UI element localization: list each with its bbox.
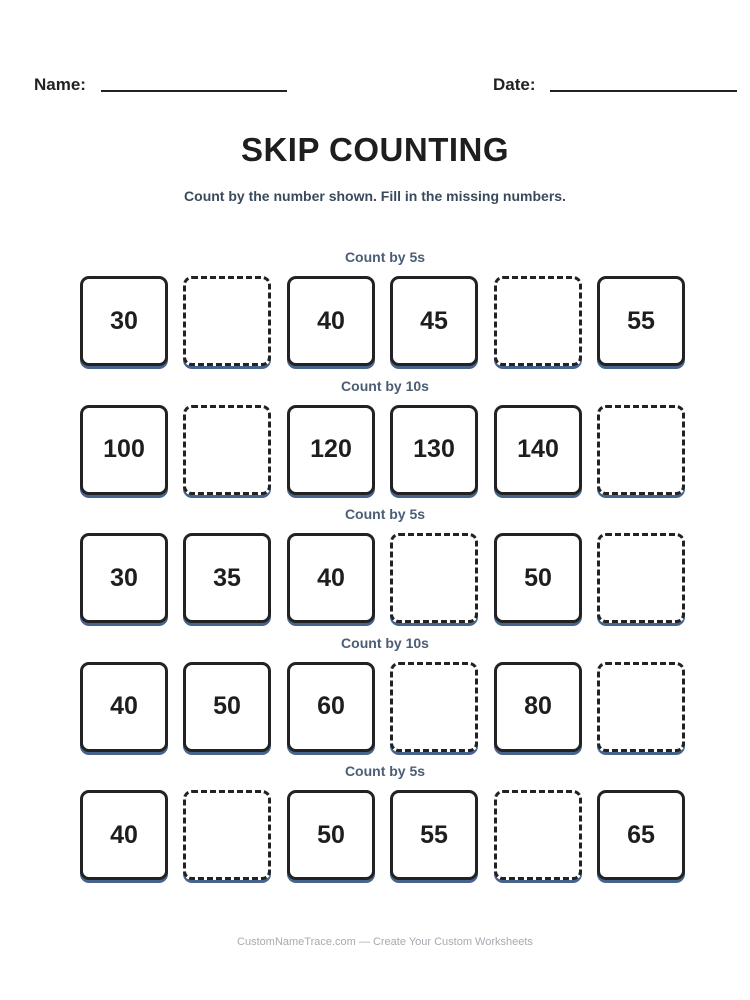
- number-box: 40: [80, 662, 168, 752]
- number-box: 40: [287, 276, 375, 366]
- row-label: Count by 5s: [344, 506, 426, 522]
- counting-row: [0, 506, 750, 635]
- counting-row: [0, 763, 750, 892]
- number-box: 35: [183, 533, 271, 623]
- blank-answer-box[interactable]: [597, 533, 685, 623]
- blank-answer-box[interactable]: [390, 662, 478, 752]
- number-box: 40: [287, 533, 375, 623]
- instructions: Count by the number shown. Fill in the missing numbers.: [184, 188, 566, 204]
- number-box: 50: [494, 533, 582, 623]
- number-box: 55: [390, 790, 478, 880]
- blank-answer-box[interactable]: [597, 405, 685, 495]
- blank-answer-box[interactable]: [390, 533, 478, 623]
- row-label: Count by 5s: [344, 249, 426, 265]
- date-label: Date:: [493, 75, 536, 94]
- row-label: Count by 5s: [344, 763, 426, 779]
- blank-answer-box[interactable]: [597, 662, 685, 752]
- blank-answer-box[interactable]: [494, 276, 582, 366]
- number-box: 45: [390, 276, 478, 366]
- footer-credit: CustomNameTrace.com — Create Your Custom Worksheets: [237, 936, 533, 948]
- row-label: Count by 10s: [341, 634, 429, 651]
- blank-answer-box[interactable]: [183, 276, 271, 366]
- counting-row: [0, 378, 750, 507]
- blank-answer-box[interactable]: [494, 790, 582, 880]
- number-box: 50: [287, 790, 375, 880]
- name-label: Name:: [34, 75, 86, 94]
- number-box: 60: [287, 662, 375, 752]
- number-box: 30: [80, 276, 168, 366]
- counting-rows: [0, 249, 750, 892]
- row-label: Count by 10s: [341, 377, 429, 394]
- page-title: SKIP COUNTING: [240, 131, 510, 168]
- counting-row: [0, 635, 750, 764]
- number-box: 55: [597, 276, 685, 366]
- number-box: 40: [80, 790, 168, 880]
- number-box: 140: [494, 405, 582, 495]
- number-box: 130: [390, 405, 478, 495]
- number-box: 80: [494, 662, 582, 752]
- number-box: 30: [80, 533, 168, 623]
- number-box: 120: [287, 405, 375, 495]
- number-box: 50: [183, 662, 271, 752]
- date-write-line[interactable]: [550, 90, 737, 92]
- counting-row: [0, 249, 750, 378]
- number-box: 65: [597, 790, 685, 880]
- blank-answer-box[interactable]: [183, 790, 271, 880]
- worksheet-header: [0, 75, 750, 99]
- name-write-line[interactable]: [101, 90, 287, 92]
- blank-answer-box[interactable]: [183, 405, 271, 495]
- number-box: 100: [80, 405, 168, 495]
